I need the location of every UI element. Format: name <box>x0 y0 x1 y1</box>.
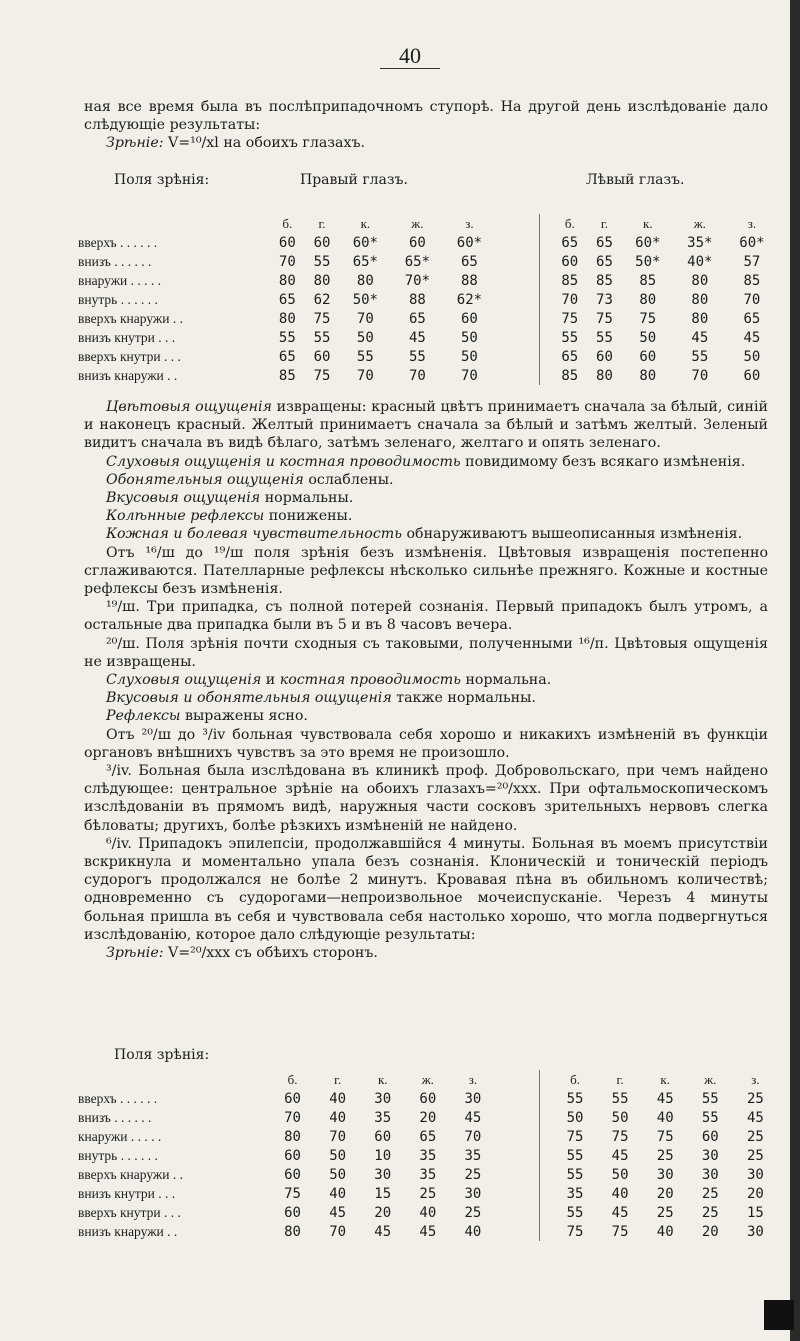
right-eye-cell: 50 <box>329 1147 347 1164</box>
paragraph: Вкусовыя и обонятельныя ощущенія также нормальны. <box>106 690 536 707</box>
left-eye-cell: 50 <box>566 1109 584 1126</box>
left-eye-cell: 25 <box>656 1147 674 1164</box>
right-eye-cell: 45 <box>374 1223 392 1240</box>
left-eye-column-header: г. <box>616 1071 624 1087</box>
left-eye-column-header: б. <box>570 1071 580 1087</box>
left-eye-cell: 55 <box>611 1090 629 1107</box>
left-eye-cell: 45 <box>743 329 761 346</box>
right-eye-cell: 62 <box>313 291 331 308</box>
right-eye-cell: 35 <box>419 1147 437 1164</box>
right-eye-cell: 40 <box>329 1109 347 1126</box>
left-eye-cell: 75 <box>611 1223 629 1240</box>
left-eye-cell: 50 <box>743 348 761 365</box>
row-label: внизъ . . . . . . <box>78 1109 152 1125</box>
right-eye-cell: 60* <box>456 234 483 251</box>
left-eye-cell: 75 <box>639 310 657 327</box>
page-edge-mark <box>764 1300 794 1330</box>
right-eye-cell: 70* <box>404 272 431 289</box>
right-eye-cell: 60 <box>419 1090 437 1107</box>
paragraph: Отъ ²⁰/ш до ³/iv больная чувствовала себя хорошо и никакихъ измѣненій въ функціи органовъ внѣшнихъ чувствъ за это время не произошло. <box>84 726 768 761</box>
left-eye-cell: 30 <box>701 1166 719 1183</box>
row-label: вверхъ кнаружи . . <box>78 310 183 326</box>
left-eye-cell: 30 <box>656 1166 674 1183</box>
intro-line: ная все время была въ послѣприпадочномъ ступорѣ. На другой день изслѣдованіе дало слѣдующіе результаты: <box>84 99 768 134</box>
left-eye-cell: 85 <box>561 272 579 289</box>
right-eye-cell: 50 <box>460 348 478 365</box>
right-eye-cell: 40 <box>329 1090 347 1107</box>
left-eye-cell: 55 <box>566 1090 584 1107</box>
left-eye-cell: 57 <box>743 253 761 270</box>
left-eye-cell: 60 <box>639 348 657 365</box>
right-eye-cell: 70 <box>460 367 478 384</box>
right-eye-cell: 65* <box>352 253 378 270</box>
right-eye-cell: 65 <box>460 253 478 270</box>
paragraph: Обонятельныя ощущенія ослаблены. <box>106 471 394 488</box>
right-eye-cell: 70 <box>356 310 374 327</box>
left-eye-column-header: з. <box>747 215 757 231</box>
left-eye-cell: 60* <box>739 234 765 251</box>
left-eye-cell: 70 <box>691 367 709 384</box>
right-eye-cell: 25 <box>464 1166 482 1183</box>
right-eye-cell: 80 <box>284 1223 301 1240</box>
left-eye-cell: 60 <box>596 348 613 365</box>
right-eye-cell: 35 <box>374 1109 392 1126</box>
left-eye-cell: 65 <box>596 234 613 251</box>
page-edge <box>790 0 800 1341</box>
right-eye-cell: 55 <box>356 348 374 365</box>
body-text <box>84 398 768 962</box>
left-eye-cell: 75 <box>566 1128 584 1145</box>
left-eye-cell: 60 <box>701 1128 719 1145</box>
right-eye-cell: 70 <box>284 1109 301 1126</box>
right-eye-cell: 25 <box>419 1185 437 1202</box>
row-label: внизъ . . . . . . <box>78 253 152 269</box>
table-row <box>78 328 778 347</box>
right-eye-cell: 20 <box>374 1204 392 1221</box>
paragraph: ³/iv. Больная была изслѣдована въ клиникѣ проф. Добровольскаго, при чемъ найдено слѣдующее: центральное зрѣніе на обоихъ глазахъ=²⁰/xxx. При офтальмоскопическомъ изслѣдованіи въ прямомъ видѣ, наружныя части сосковъ зрительныхъ нервовъ слегка бѣловаты; другихъ, болѣе рѣзкихъ измѣненій не найдено. <box>84 763 768 834</box>
right-eye-cell: 40 <box>419 1204 437 1221</box>
left-eye-column-header: б. <box>564 215 575 231</box>
row-label: внутрь . . . . . . <box>78 1147 158 1163</box>
right-eye-cell: 70 <box>278 253 296 270</box>
right-eye-cell: 80 <box>278 310 296 327</box>
left-eye-column-header: г. <box>600 215 608 231</box>
right-eye-cell: 60 <box>374 1128 392 1145</box>
left-eye-cell: 25 <box>656 1204 674 1221</box>
table-row <box>78 1222 778 1241</box>
right-eye-column-header: ж. <box>411 215 424 231</box>
right-eye-cell: 60 <box>313 234 331 251</box>
row-label: вверхъ кнутри . . . <box>78 1204 181 1220</box>
left-eye-cell: 55 <box>566 1204 584 1221</box>
right-eye-cell: 55 <box>313 329 331 346</box>
row-label: внаружи . . . . . <box>78 272 162 288</box>
table-row <box>78 1089 778 1108</box>
left-eye-cell: 80 <box>691 272 709 289</box>
left-eye-cell: 20 <box>746 1185 764 1202</box>
row-label: внизъ кнаружи . . <box>78 1223 178 1239</box>
right-eye-cell: 60 <box>284 1090 301 1107</box>
left-eye-cell: 60 <box>743 367 761 384</box>
left-eye-cell: 50* <box>635 253 661 270</box>
left-eye-cell: 25 <box>746 1128 764 1145</box>
right-eye-cell: 65 <box>408 310 426 327</box>
left-eye-column-header: ж. <box>693 215 706 231</box>
right-eye-cell: 80 <box>356 272 374 289</box>
right-eye-column-header: б. <box>287 1071 298 1087</box>
right-eye-cell: 70 <box>408 367 426 384</box>
right-eye-cell: 45 <box>464 1109 482 1126</box>
left-eye-cell: 40 <box>656 1223 674 1240</box>
table-row <box>78 1108 778 1127</box>
table-row <box>78 366 778 385</box>
left-eye-column-header: з. <box>751 1071 760 1087</box>
left-eye-cell: 60* <box>635 234 661 251</box>
right-eye-cell: 45 <box>419 1223 437 1240</box>
table-row <box>78 1165 778 1184</box>
left-eye-cell: 80 <box>596 367 613 384</box>
paragraph: Кожная и болевая чувствительность обнаруживаютъ вышеописанныя измѣненія. <box>106 526 743 543</box>
left-eye-cell: 45 <box>611 1147 629 1164</box>
left-eye-cell: 73 <box>596 291 613 308</box>
paragraph: Отъ ¹⁶/ш до ¹⁹/ш поля зрѣнія безъ измѣненія. Цвѣтовыя извращенія постепенно сглаживаются. Пателларные рефлексы нѣсколько сильнѣе прежняго. Кожные и костные рефлексы безъ измѣненія. <box>84 544 768 598</box>
table-row <box>78 309 778 328</box>
left-eye-cell: 65 <box>596 253 613 270</box>
left-eye-cell: 30 <box>746 1166 764 1183</box>
right-eye-cell: 70 <box>329 1223 347 1240</box>
visual-field-table-1 <box>78 214 778 385</box>
left-eye-cell: 15 <box>746 1204 764 1221</box>
table-row <box>78 1127 778 1146</box>
right-eye-cell: 30 <box>374 1090 392 1107</box>
left-eye-cell: 55 <box>701 1090 719 1107</box>
left-eye-cell: 50 <box>639 329 657 346</box>
right-eye-cell: 75 <box>284 1185 301 1202</box>
left-eye-cell: 85 <box>561 367 579 384</box>
right-eye-cell: 70 <box>464 1128 482 1145</box>
left-eye-cell: 85 <box>596 272 613 289</box>
right-eye-cell: 50 <box>356 329 374 346</box>
left-eye-cell: 75 <box>561 310 579 327</box>
left-eye-cell: 55 <box>561 329 579 346</box>
left-eye-cell: 65 <box>561 234 579 251</box>
right-eye-cell: 60 <box>284 1166 301 1183</box>
right-eye-cell: 50 <box>329 1166 347 1183</box>
left-eye-cell: 25 <box>701 1204 719 1221</box>
left-eye-column-header: к. <box>643 215 653 231</box>
left-eye-cell: 80 <box>691 310 709 327</box>
right-eye-cell: 30 <box>464 1090 482 1107</box>
row-label: внизъ кнаружи . . <box>78 367 178 383</box>
left-eye-cell: 45 <box>656 1090 674 1107</box>
table-header-row <box>78 1070 778 1089</box>
left-eye-cell: 70 <box>743 291 761 308</box>
right-eye-cell: 62* <box>456 291 483 308</box>
row-label: вверхъ кнаружи . . <box>78 1166 183 1182</box>
right-eye-cell: 65 <box>278 348 296 365</box>
table-row <box>78 271 778 290</box>
table-row <box>78 347 778 366</box>
row-label: внизъ кнутри . . . <box>78 329 176 345</box>
right-eye-cell: 88 <box>408 291 426 308</box>
right-eye-cell: 65 <box>419 1128 437 1145</box>
left-eye-cell: 25 <box>746 1090 764 1107</box>
left-eye-cell: 55 <box>566 1147 584 1164</box>
right-eye-cell: 60 <box>313 348 331 365</box>
row-label: внутрь . . . . . . <box>78 291 158 307</box>
left-eye-column-header: ж. <box>704 1071 717 1087</box>
left-eye-cell: 40 <box>656 1109 674 1126</box>
left-eye-cell: 50 <box>611 1109 629 1126</box>
left-eye-cell: 25 <box>746 1147 764 1164</box>
right-eye-cell: 60 <box>284 1204 301 1221</box>
paragraph: Слуховыя ощущенія и костная проводимость повидимому безъ всякаго измѣненія. <box>106 453 746 470</box>
row-label: вверхъ . . . . . . <box>78 1090 158 1106</box>
right-eye-cell: 15 <box>374 1185 392 1202</box>
left-eye-cell: 45 <box>691 329 709 346</box>
paragraph: ¹⁹/ш. Три припадка, съ полной потерей сознанія. Первый припадокъ былъ утромъ, а остальные два припадка были въ 5 и въ 8 часовъ вечера. <box>84 599 768 634</box>
left-eye-cell: 45 <box>611 1204 629 1221</box>
right-eye-cell: 40 <box>329 1185 347 1202</box>
right-eye-column-header: к. <box>360 215 371 231</box>
table-row <box>78 290 778 309</box>
right-eye-cell: 25 <box>464 1204 482 1221</box>
left-eye-cell: 45 <box>746 1109 764 1126</box>
left-eye-cell: 50 <box>611 1166 629 1183</box>
left-eye-cell: 30 <box>746 1223 764 1240</box>
left-eye-cell: 30 <box>701 1147 719 1164</box>
right-eye-column-header: б. <box>282 215 293 231</box>
right-eye-cell: 50 <box>460 329 478 346</box>
right-eye-cell: 75 <box>313 310 331 327</box>
table2-title: Поля зрѣнія: <box>114 1047 210 1063</box>
paragraph: Колѣнные рефлексы понижены. <box>106 508 353 525</box>
left-eye-cell: 55 <box>566 1166 584 1183</box>
table-header-row <box>78 214 778 233</box>
left-eye-cell: 70 <box>561 291 579 308</box>
left-eye-cell: 80 <box>639 291 657 308</box>
right-eye-cell: 55 <box>278 329 296 346</box>
left-eye-cell: 80 <box>639 367 657 384</box>
left-eye-cell: 75 <box>611 1128 629 1145</box>
table1-left-eye: Лѣвый глазъ. <box>586 172 685 188</box>
table-row <box>78 252 778 271</box>
left-eye-cell: 85 <box>639 272 657 289</box>
left-eye-cell: 55 <box>596 329 613 346</box>
right-eye-column-header: г. <box>334 1071 342 1087</box>
row-label: кнаружи . . . . . <box>78 1128 162 1144</box>
table-row <box>78 1203 778 1222</box>
right-eye-cell: 88 <box>460 272 478 289</box>
right-eye-cell: 65* <box>404 253 431 270</box>
acuity-line: Зрѣніе: V=¹⁰/xl на обоихъ глазахъ. <box>106 135 366 152</box>
right-eye-cell: 60* <box>352 234 378 251</box>
right-eye-cell: 60 <box>284 1147 301 1164</box>
table-row <box>78 233 778 252</box>
paragraph: Слуховыя ощущенія и костная проводимость нормальна. <box>106 672 552 689</box>
right-eye-cell: 60 <box>408 234 426 251</box>
table1-title: Поля зрѣнія: <box>114 172 210 188</box>
right-eye-cell: 55 <box>408 348 426 365</box>
right-eye-column-header: ж. <box>421 1071 434 1087</box>
left-eye-cell: 65 <box>561 348 579 365</box>
right-eye-column-header: к. <box>377 1071 388 1087</box>
row-label: вверхъ . . . . . . <box>78 234 158 250</box>
paragraph: Цвѣтовыя ощущенія извращены: красный цвѣтъ принимаетъ сначала за бѣлый, синій и наконецъ красный. Желтый принимаетъ сначала за бѣлый и затѣмъ желтый. Зеленый видитъ сначала въ видѣ бѣлаго, затѣмъ зеленаго, желтаго и опять зеленаго. <box>84 399 768 452</box>
left-eye-cell: 20 <box>701 1223 719 1240</box>
left-eye-column-header: к. <box>660 1071 670 1087</box>
right-eye-cell: 65 <box>278 291 296 308</box>
paragraph: Зрѣніе: V=²⁰/xxx съ обѣихъ сторонъ. <box>106 945 378 962</box>
right-eye-cell: 70 <box>329 1128 347 1145</box>
left-eye-cell: 40 <box>611 1185 629 1202</box>
left-eye-cell: 85 <box>743 272 761 289</box>
paragraph: ⁶/iv. Припадокъ эпилепсіи, продолжавшійся 4 минуты. Больная въ моемъ присутствіи вскрикнула и моментально упала безъ сознанія. Клоническій и тоническій періодъ судорогъ продолжался не болѣе 2 минутъ. Кровавая пѣна въ обильномъ количествѣ; одновременно съ судорогами—непроизвольное мочеиспусканіе. Черезъ 4 минуты больная пришла въ себя и чувствовала себя настолько хорошо, что могла подвергнуться изслѣдованію, которое дало слѣдующіе результаты: <box>84 835 768 943</box>
left-eye-cell: 35* <box>687 234 713 251</box>
right-eye-cell: 55 <box>313 253 331 270</box>
left-eye-cell: 80 <box>691 291 709 308</box>
visual-field-table-2 <box>78 1070 778 1241</box>
left-eye-cell: 55 <box>691 348 709 365</box>
right-eye-cell: 10 <box>374 1147 392 1164</box>
right-eye-cell: 60 <box>278 234 296 251</box>
right-eye-cell: 70 <box>356 367 374 384</box>
page-number: 40 <box>380 44 440 69</box>
paragraph: Рефлексы выражены ясно. <box>106 708 308 725</box>
right-eye-cell: 30 <box>374 1166 392 1183</box>
table1-right-eye: Правый глазъ. <box>300 172 408 188</box>
right-eye-cell: 40 <box>464 1223 482 1240</box>
left-eye-cell: 75 <box>656 1128 674 1145</box>
right-eye-cell: 35 <box>419 1166 437 1183</box>
right-eye-cell: 20 <box>419 1109 437 1126</box>
left-eye-cell: 40* <box>687 253 713 270</box>
right-eye-cell: 45 <box>329 1204 347 1221</box>
left-eye-cell: 20 <box>656 1185 674 1202</box>
row-label: внизъ кнутри . . . <box>78 1185 176 1201</box>
row-label: вверхъ кнутри . . . <box>78 348 181 364</box>
left-eye-cell: 35 <box>566 1185 584 1202</box>
table-row <box>78 1184 778 1203</box>
right-eye-cell: 45 <box>408 329 426 346</box>
right-eye-cell: 60 <box>460 310 478 327</box>
right-eye-cell: 85 <box>278 367 296 384</box>
left-eye-cell: 75 <box>566 1223 584 1240</box>
right-eye-cell: 75 <box>313 367 331 384</box>
left-eye-cell: 65 <box>743 310 761 327</box>
right-eye-column-header: з. <box>465 215 474 231</box>
paragraph: Вкусовыя ощущенія нормальны. <box>106 490 354 507</box>
right-eye-column-header: г. <box>318 215 326 231</box>
right-eye-cell: 80 <box>284 1128 301 1145</box>
left-eye-cell: 25 <box>701 1185 719 1202</box>
right-eye-cell: 30 <box>464 1185 482 1202</box>
right-eye-column-header: з. <box>468 1071 478 1087</box>
right-eye-cell: 80 <box>278 272 296 289</box>
intro-text <box>84 98 768 153</box>
left-eye-cell: 60 <box>561 253 579 270</box>
right-eye-cell: 50* <box>352 291 378 308</box>
right-eye-cell: 35 <box>464 1147 482 1164</box>
table-row <box>78 1146 778 1165</box>
right-eye-cell: 80 <box>313 272 331 289</box>
paragraph: ²⁰/ш. Поля зрѣнія почти сходныя съ таковыми, полученными ¹⁶/п. Цвѣтовыя ощущенія не извращены. <box>84 635 768 670</box>
left-eye-cell: 75 <box>596 310 613 327</box>
left-eye-cell: 55 <box>701 1109 719 1126</box>
